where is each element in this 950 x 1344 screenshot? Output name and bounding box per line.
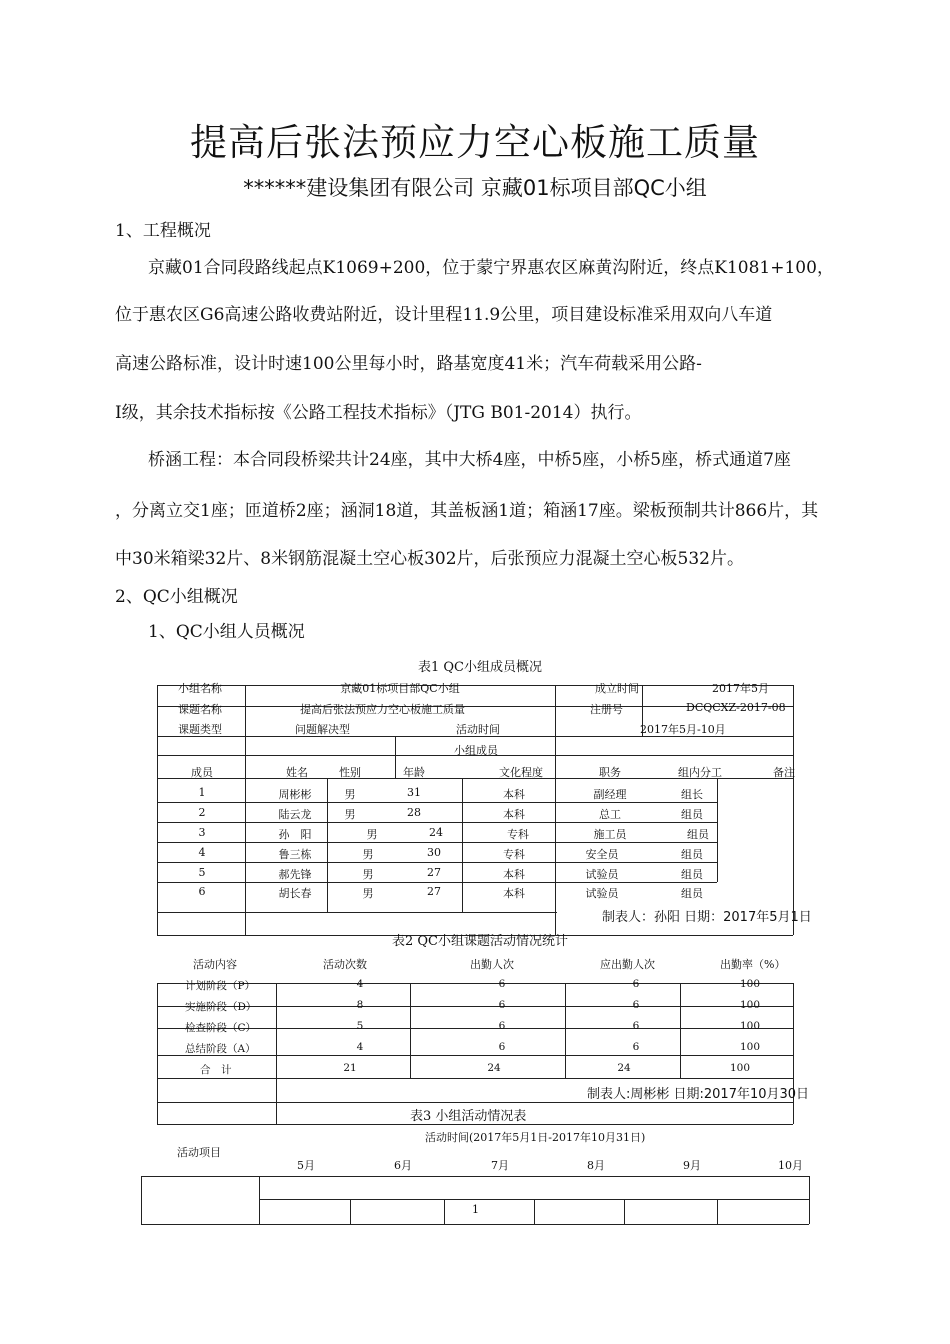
table1-caption: 表1 QC小组成员概况 bbox=[417, 660, 542, 675]
t1-cell: 2 bbox=[198, 806, 206, 819]
paragraph-line: 高速公路标准，设计时速100公里每小时，路基宽度41米；汽车荷载采用公路- bbox=[115, 354, 702, 374]
t1-cell: 3 bbox=[198, 826, 206, 839]
t2-cell: 6 bbox=[498, 999, 506, 1011]
t2-cell: 8 bbox=[356, 999, 364, 1011]
t2-col-header: 活动次数 bbox=[323, 958, 367, 971]
t1-cell: 27 bbox=[427, 866, 441, 879]
t1-col-header: 文化程度 bbox=[499, 766, 543, 779]
t2-cell: 6 bbox=[632, 999, 640, 1011]
t1-cell: 6 bbox=[198, 885, 206, 898]
t1-cell: 孙 阳 bbox=[278, 828, 312, 841]
t1-cell: 组员 bbox=[681, 868, 703, 881]
label-period: 活动时间 bbox=[456, 723, 500, 736]
t3-month: 8月 bbox=[587, 1159, 605, 1172]
t2-cell: 100 bbox=[739, 999, 761, 1011]
t2-cell: 100 bbox=[729, 1062, 751, 1074]
label-group-name: 小组名称 bbox=[178, 682, 222, 695]
label-founded: 成立时间 bbox=[595, 682, 639, 695]
t2-cell: 6 bbox=[498, 978, 506, 990]
value-type: 问题解决型 bbox=[295, 723, 350, 736]
table1-footer: 制表人：孙阳 日期：2017年5月1日 bbox=[602, 910, 812, 925]
t3-month: 10月 bbox=[778, 1159, 803, 1172]
t1-cell: 男 bbox=[344, 808, 356, 821]
section-2-heading: 2、QC小组概况 bbox=[115, 587, 238, 607]
t2-cell: 4 bbox=[356, 1041, 364, 1053]
value-group-name: 京藏01标项目部QC小组 bbox=[340, 682, 460, 695]
t2-cell: 24 bbox=[487, 1062, 501, 1074]
t1-cell: 安全员 bbox=[585, 848, 619, 861]
t1-cell: 郝先锋 bbox=[278, 868, 312, 881]
t1-cell: 男 bbox=[344, 788, 356, 801]
value-topic: 提高后张法预应力空心板施工质量 bbox=[300, 703, 465, 716]
paragraph-line: 京藏01合同段路线起点K1069+200，位于蒙宁界惠农区麻黄沟附近，终点K1081+100， bbox=[148, 258, 834, 278]
t2-cell: 计划阶段（P） bbox=[185, 980, 256, 992]
t3-month: 7月 bbox=[491, 1159, 509, 1172]
t3-month: 9月 bbox=[683, 1159, 701, 1172]
t2-col-header: 应出勤人次 bbox=[600, 958, 655, 971]
t2-cell: 6 bbox=[632, 1041, 640, 1053]
t2-cell: 6 bbox=[632, 1020, 640, 1032]
t1-cell: 5 bbox=[198, 866, 206, 879]
label-type: 课题类型 bbox=[178, 723, 222, 736]
t2-cell: 4 bbox=[356, 978, 364, 990]
paragraph-line: 位于惠农区G6高速公路收费站附近，设计里程11.9公里，项目建设标准采用双向八车道 bbox=[115, 305, 773, 325]
t1-cell: 胡长春 bbox=[278, 887, 312, 900]
table2-footer: 制表人:周彬彬 日期:2017年10月30日 bbox=[587, 1087, 810, 1102]
t2-cell: 100 bbox=[739, 978, 761, 990]
t1-cell: 30 bbox=[427, 846, 441, 859]
label-members: 小组成员 bbox=[454, 744, 498, 757]
t2-cell: 实施阶段（D） bbox=[185, 1001, 257, 1013]
t1-cell: 本科 bbox=[503, 868, 525, 881]
value-period: 2017年5月-10月 bbox=[640, 723, 726, 736]
value-reg: DCQCXZ-2017-08 bbox=[686, 701, 786, 714]
paragraph-line: ，分离立交1座；匝道桥2座；涵洞18道，其盖板涵1道；箱涵17座。梁板预制共计866片，其 bbox=[115, 501, 819, 521]
document-title: 提高后张法预应力空心板施工质量 bbox=[190, 121, 760, 164]
paragraph-line: 中30米箱梁32片、8米钢筋混凝土空心板302片，后张预应力混凝土空心板532片。 bbox=[115, 549, 744, 569]
t1-cell: 试验员 bbox=[585, 868, 619, 881]
t2-cell: 5 bbox=[356, 1020, 364, 1032]
t2-col-header: 活动内容 bbox=[193, 958, 237, 971]
t1-cell: 本科 bbox=[503, 887, 525, 900]
t1-cell: 周彬彬 bbox=[278, 788, 312, 801]
t1-cell: 组长 bbox=[681, 788, 703, 801]
t1-cell: 组员 bbox=[681, 887, 703, 900]
t1-cell: 鲁三栋 bbox=[278, 848, 312, 861]
t1-cell: 组员 bbox=[687, 828, 709, 841]
section-1-heading: 1、工程概况 bbox=[115, 221, 211, 241]
t1-cell: 施工员 bbox=[593, 828, 627, 841]
t2-cell: 100 bbox=[739, 1020, 761, 1032]
t1-cell: 总工 bbox=[599, 808, 621, 821]
t2-cell: 6 bbox=[498, 1041, 506, 1053]
t1-col-header: 姓名 bbox=[286, 766, 308, 779]
t1-cell: 组员 bbox=[681, 848, 703, 861]
t1-cell: 男 bbox=[362, 868, 374, 881]
t1-col-header: 备注 bbox=[773, 766, 795, 779]
t1-cell: 4 bbox=[198, 846, 206, 859]
t2-cell: 总结阶段（A） bbox=[185, 1043, 256, 1055]
label-topic: 课题名称 bbox=[178, 703, 222, 716]
document-subtitle: ******建设集团有限公司 京藏01标项目部QC小组 bbox=[243, 176, 707, 200]
t1-cell: 男 bbox=[362, 887, 374, 900]
t1-col-header: 性别 bbox=[339, 766, 361, 779]
table2-caption: 表2 QC小组课题活动情况统计 bbox=[391, 934, 568, 949]
t2-cell: 100 bbox=[739, 1041, 761, 1053]
t1-cell: 28 bbox=[407, 806, 421, 819]
t1-cell: 27 bbox=[427, 885, 441, 898]
t1-cell: 专科 bbox=[503, 848, 525, 861]
t1-cell: 专科 bbox=[507, 828, 529, 841]
paragraph-line: Ⅰ级，其余技术指标按《公路工程技术指标》（JTG B01-2014）执行。 bbox=[115, 403, 642, 423]
t3-cell: 1 bbox=[472, 1203, 479, 1216]
t3-month: 5月 bbox=[297, 1159, 315, 1172]
t2-cell: 合 计 bbox=[200, 1064, 232, 1076]
t1-cell: 男 bbox=[366, 828, 378, 841]
t1-col-header: 成员 bbox=[191, 766, 213, 779]
section-2-subheading: 1、QC小组人员概况 bbox=[148, 622, 305, 642]
paragraph-line: 桥涵工程：本合同段桥梁共计24座，其中大桥4座，中桥5座，小桥5座，桥式通道7座 bbox=[148, 450, 791, 470]
table3-period: 活动时间(2017年5月1日-2017年10月31日) bbox=[425, 1131, 646, 1144]
value-founded: 2017年5月 bbox=[712, 682, 769, 695]
t1-col-header: 年龄 bbox=[403, 766, 425, 779]
t1-cell: 本科 bbox=[503, 808, 525, 821]
t1-cell: 副经理 bbox=[593, 788, 627, 801]
t1-cell: 24 bbox=[429, 826, 443, 839]
t1-cell: 本科 bbox=[503, 788, 525, 801]
label-reg: 注册号 bbox=[590, 703, 623, 716]
t1-cell: 组员 bbox=[681, 808, 703, 821]
t2-cell: 6 bbox=[632, 978, 640, 990]
table3-caption: 表3 小组活动情况表 bbox=[410, 1109, 527, 1124]
t1-cell: 陆云龙 bbox=[278, 808, 312, 821]
t2-cell: 6 bbox=[498, 1020, 506, 1032]
t1-cell: 31 bbox=[407, 786, 421, 799]
t2-cell: 24 bbox=[617, 1062, 631, 1074]
t1-col-header: 组内分工 bbox=[678, 766, 722, 779]
t2-cell: 21 bbox=[343, 1062, 357, 1074]
t1-col-header: 职务 bbox=[599, 766, 621, 779]
table3-item-label: 活动项目 bbox=[177, 1146, 221, 1159]
t2-col-header: 出勤率（%） bbox=[720, 958, 786, 971]
t3-month: 6月 bbox=[394, 1159, 412, 1172]
t1-cell: 男 bbox=[362, 848, 374, 861]
t1-cell: 试验员 bbox=[585, 887, 619, 900]
t1-cell: 1 bbox=[198, 786, 206, 799]
t2-col-header: 出勤人次 bbox=[470, 958, 514, 971]
t2-cell: 检查阶段（C） bbox=[185, 1022, 257, 1034]
